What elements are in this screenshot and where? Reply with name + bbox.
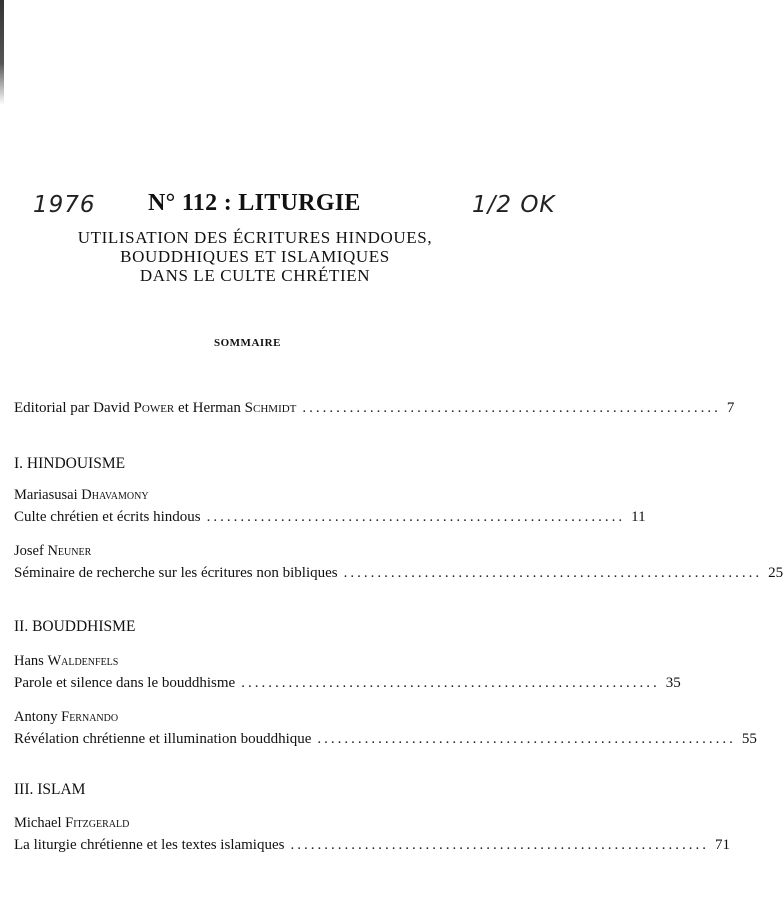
section-heading-bouddhisme: II. BOUDDHISME	[14, 618, 136, 635]
author-surname: Fitzgerald	[65, 815, 130, 831]
author-surname: Neuner	[47, 543, 92, 559]
scan-edge-mark	[0, 0, 4, 105]
author-first-name: Hans	[14, 653, 44, 669]
handwritten-note-left: 1976	[33, 192, 96, 218]
page-number: 35	[665, 675, 681, 691]
editorial-prefix: Editorial par David	[14, 400, 134, 416]
author-name	[14, 709, 118, 726]
author-surname: Dhavamony	[81, 487, 149, 503]
page-number: 7	[726, 400, 735, 416]
subtitle-line-1: UTILISATION DES ÉCRITURES HINDOUES,	[77, 228, 433, 247]
entry-title: La liturgie chrétienne et les textes islamiques	[14, 837, 285, 853]
editorial-author-1: Power	[133, 400, 175, 416]
subtitle-line-3: DANS LE CULTE CHRÉTIEN	[139, 266, 371, 285]
leader-dots: ..............................................................	[206, 509, 626, 525]
toc-entry	[14, 731, 757, 748]
author-surname: Waldenfels	[47, 653, 119, 669]
author-name	[14, 487, 149, 504]
entry-title: Culte chrétien et écrits hindous	[14, 509, 201, 525]
subtitle-line-2: BOUDDHIQUES ET ISLAMIQUES	[120, 247, 390, 266]
toc-entry	[14, 675, 681, 692]
toc-entry-editorial	[14, 400, 735, 417]
page-number: 11	[631, 509, 646, 525]
author-name	[14, 815, 129, 832]
sommaire-heading: SOMMAIRE	[214, 337, 281, 349]
author-first-name: Michael	[14, 815, 62, 831]
section-heading-islam: III. ISLAM	[14, 781, 86, 798]
author-first-name: Mariasusai	[14, 487, 78, 503]
page-number: 55	[741, 731, 757, 747]
leader-dots: ..............................................................	[290, 837, 709, 853]
author-first-name: Josef	[14, 543, 44, 559]
page-number: 25	[768, 565, 783, 581]
editorial-title	[14, 400, 296, 417]
toc-entry	[14, 565, 783, 582]
section-heading-hindouisme: I. HINDOUISME	[14, 455, 126, 472]
issue-title: N° 112 : LITURGIE	[148, 190, 361, 216]
toc-entry	[14, 509, 646, 526]
handwritten-note-right: 1/2 OK	[472, 192, 556, 218]
page-number: 71	[714, 837, 730, 853]
author-surname: Fernando	[61, 709, 119, 725]
toc-entry	[14, 837, 730, 854]
entry-title: Révélation chrétienne et illumination bouddhique	[14, 731, 312, 747]
leader-dots: ..............................................................	[241, 675, 660, 691]
entry-title: Séminaire de recherche sur les écritures non bibliques	[14, 565, 338, 581]
leader-dots: ..............................................................	[343, 565, 763, 581]
editorial-connector: et Herman	[174, 400, 245, 416]
author-name	[14, 543, 91, 560]
editorial-author-2: Schmidt	[244, 400, 297, 416]
leader-dots: ..............................................................	[317, 731, 736, 747]
leader-dots: ..............................................................	[302, 400, 721, 416]
author-name	[14, 653, 118, 670]
author-first-name: Antony	[14, 709, 58, 725]
entry-title: Parole et silence dans le bouddhisme	[14, 675, 236, 691]
